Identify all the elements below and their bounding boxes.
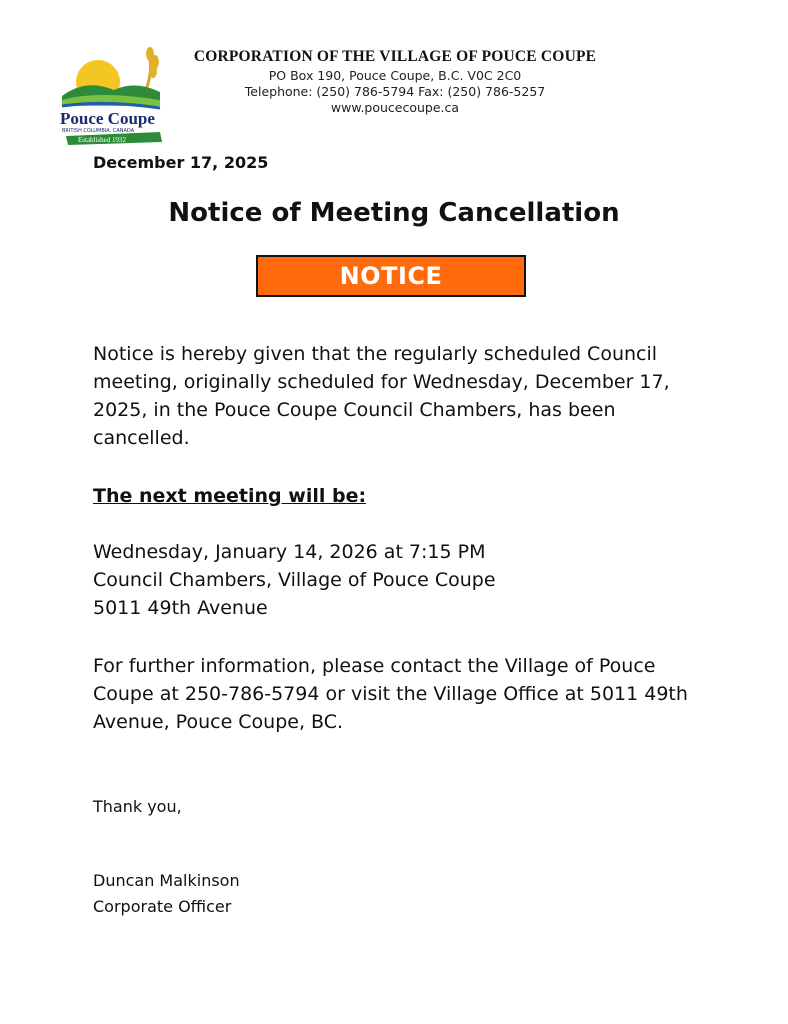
contact-paragraph: For further information, please contact the Village of Pouce Coupe at 250-786-5794 or visit the Village Office at 5011 49th Avenue, Pouce Coupe, BC. xyxy=(93,655,688,733)
signatory-title: Corporate Officer xyxy=(93,897,232,916)
logo-name: Pouce Coupe xyxy=(60,109,155,128)
postal-address: PO Box 190, Pouce Coupe, B.C. V0C 2C0 xyxy=(268,68,522,83)
organization-name: CORPORATION OF THE VILLAGE OF POUCE COUPE xyxy=(193,48,597,65)
logo-subtitle: BRITISH COLUMBIA, CANADA xyxy=(62,128,135,134)
next-meeting-address: 5011 49th Avenue xyxy=(93,597,268,619)
website-link[interactable]: www.poucecoupe.ca xyxy=(330,100,460,115)
next-meeting-location: Council Chambers, Village of Pouce Coupe xyxy=(93,569,496,591)
pouce-coupe-logo-graphic xyxy=(56,44,168,146)
phone-fax: Telephone: (250) 786-5794 Fax: (250) 786-5257 xyxy=(244,84,546,99)
signature-block xyxy=(93,868,240,920)
closing-text: Thank you, xyxy=(93,797,182,816)
letterhead xyxy=(170,46,620,116)
document-date: December 17, 2025 xyxy=(93,153,269,172)
next-meeting-heading: The next meeting will be: xyxy=(93,485,367,507)
document-title: Notice of Meeting Cancellation xyxy=(168,198,620,228)
next-meeting-details xyxy=(93,538,713,622)
notice-banner xyxy=(256,255,526,297)
notice-label: NOTICE xyxy=(339,262,443,290)
logo-ribbon: Established 1932 xyxy=(78,136,127,144)
signatory-name: Duncan Malkinson xyxy=(93,871,240,890)
village-logo xyxy=(56,44,168,146)
next-meeting-datetime: Wednesday, January 14, 2026 at 7:15 PM xyxy=(93,541,486,563)
cancellation-paragraph: Notice is hereby given that the regularly scheduled Council meeting, originally scheduled for Wednesday, December 17, 2025, in the Pouce Coupe Council Chambers, has been cancelled. xyxy=(93,343,670,449)
